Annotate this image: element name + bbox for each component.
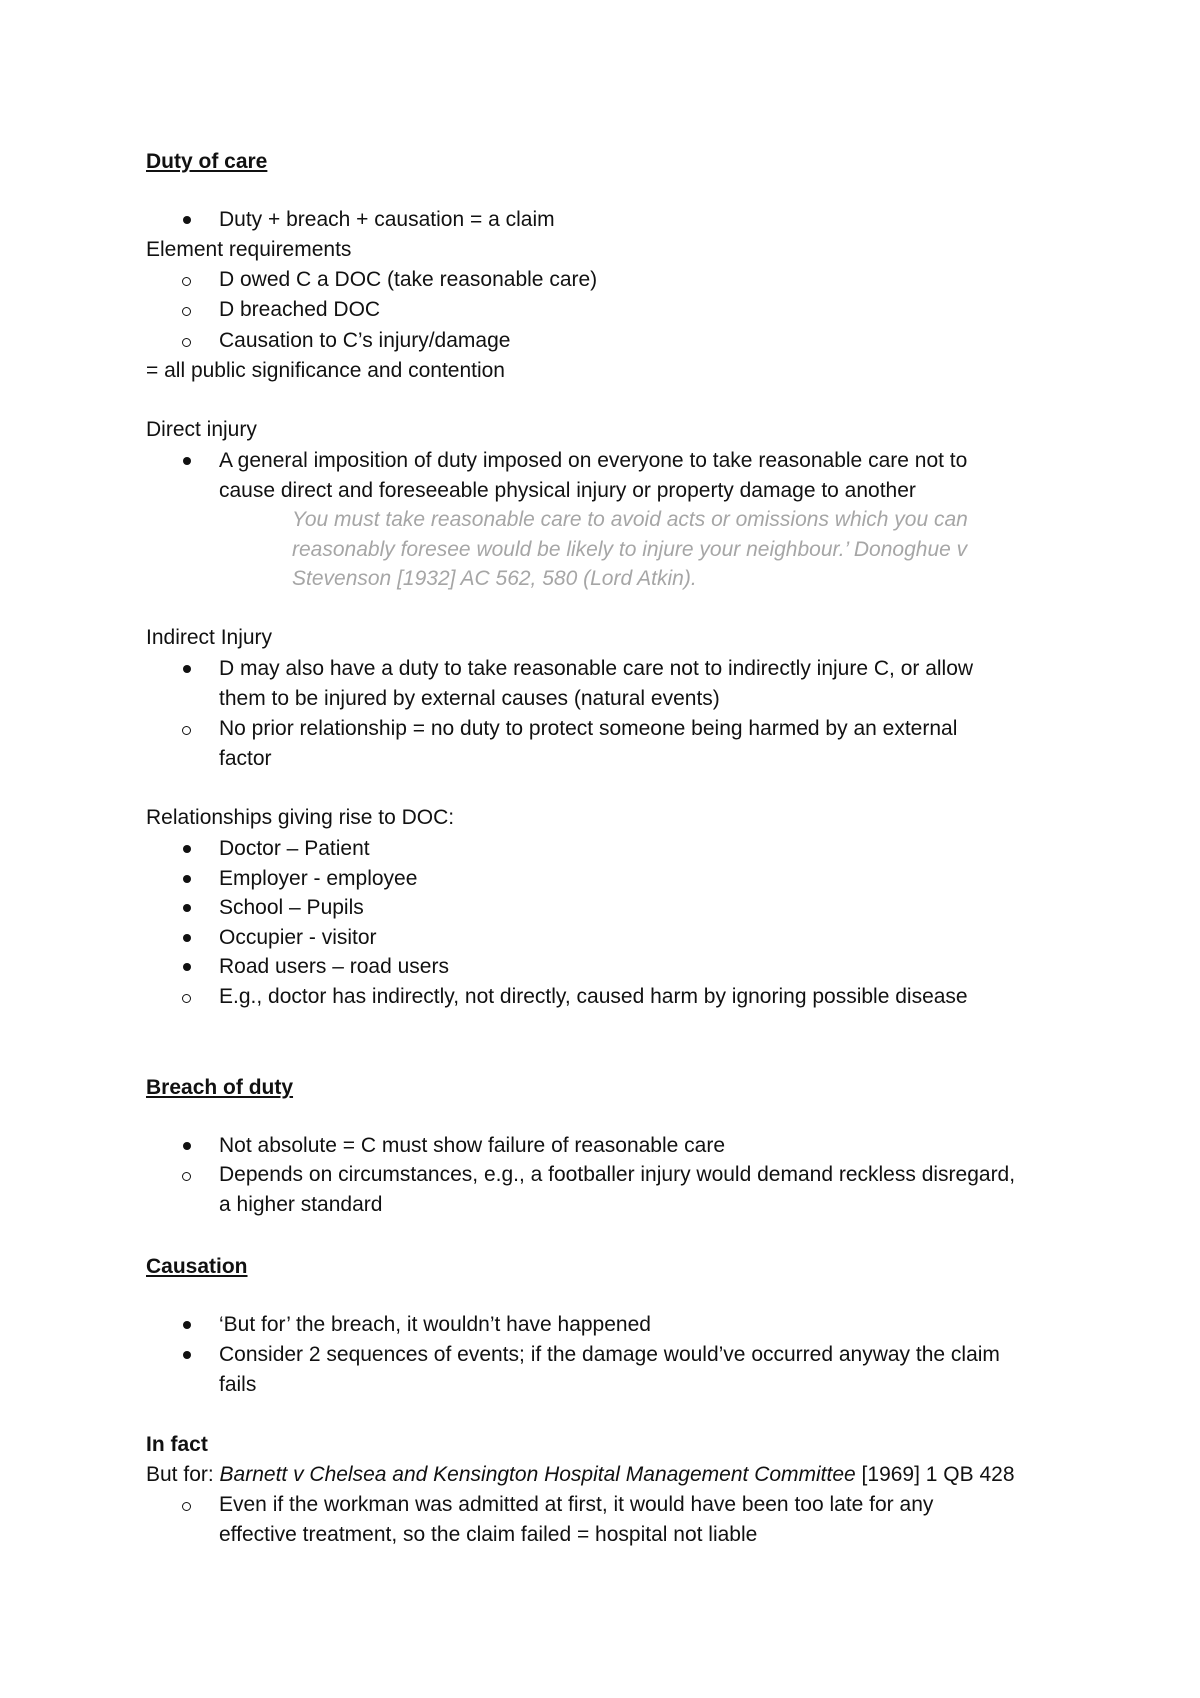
case-name: Barnett v Chelsea and Kensington Hospital Management Committee xyxy=(219,1463,856,1486)
indirect-injury-sub-line-2: factor xyxy=(219,747,272,770)
causation-bullet-1: ‘But for’ the breach, it wouldn’t have happened xyxy=(219,1313,651,1336)
duty-summary: = all public significance and contention xyxy=(146,359,505,382)
heading-breach-of-duty: Breach of duty xyxy=(146,1076,294,1099)
in-fact-sub-line-2: effective treatment, so the claim failed = hospital not liable xyxy=(219,1523,758,1546)
sub-bullet-icon xyxy=(182,994,191,1003)
but-for-label: But for: xyxy=(146,1463,220,1486)
bullet-icon xyxy=(183,875,191,883)
relationships-title: Relationships giving rise to DOC: xyxy=(146,806,455,829)
bullet-icon xyxy=(183,904,191,912)
requirement-2: D breached DOC xyxy=(219,298,381,321)
donoghue-quote-line-1: You must take reasonable care to avoid acts or omissions which you can xyxy=(292,508,968,531)
bullet-icon xyxy=(183,665,191,673)
bullet-icon xyxy=(183,845,191,853)
bullet-icon xyxy=(183,457,191,465)
causation-bullet-2-line-2: fails xyxy=(219,1373,257,1396)
donoghue-quote-line-3: Stevenson [1932] AC 562, 580 (Lord Atkin). xyxy=(292,567,697,590)
bullet-icon xyxy=(183,1142,191,1150)
bullet-icon xyxy=(183,963,191,971)
indirect-injury-bullet-line-2: them to be injured by external causes (natural events) xyxy=(219,687,720,710)
bullet-icon xyxy=(183,1321,191,1329)
relationship-item: Employer - employee xyxy=(219,867,418,890)
sub-bullet-icon xyxy=(182,1172,191,1181)
case-citation: [1969] 1 QB 428 xyxy=(855,1463,1015,1486)
relationship-item: Road users – road users xyxy=(219,955,449,978)
sub-bullet-icon xyxy=(182,726,191,735)
relationship-item: School – Pupils xyxy=(219,896,364,919)
indirect-injury-bullet-line-1: D may also have a duty to take reasonable care not to indirectly injure C, or allow xyxy=(219,657,974,680)
sub-bullet-icon xyxy=(182,277,191,286)
duty-bullet-1: Duty + breach + causation = a claim xyxy=(219,208,555,231)
breach-bullet: Not absolute = C must show failure of reasonable care xyxy=(219,1134,726,1157)
indirect-injury-sub-line-1: No prior relationship = no duty to protect someone being harmed by an external xyxy=(219,717,958,740)
requirement-3: Causation to C’s injury/damage xyxy=(219,329,511,352)
bullet-icon xyxy=(183,1351,191,1359)
donoghue-quote-line-2: reasonably foresee would be likely to injure your neighbour.’ Donoghue v xyxy=(292,538,968,561)
indirect-injury-title: Indirect Injury xyxy=(146,626,273,649)
breach-sub-line-2: a higher standard xyxy=(219,1193,383,1216)
direct-injury-title: Direct injury xyxy=(146,418,257,441)
direct-injury-bullet-line-1: A general imposition of duty imposed on everyone to take reasonable care not to xyxy=(219,449,968,472)
element-requirements-label: Element requirements xyxy=(146,238,352,261)
sub-bullet-icon xyxy=(182,338,191,347)
relationship-item: Occupier - visitor xyxy=(219,926,377,949)
relationship-item: Doctor – Patient xyxy=(219,837,370,860)
in-fact-sub-line-1: Even if the workman was admitted at first, it would have been too late for any xyxy=(219,1493,934,1516)
causation-bullet-2-line-1: Consider 2 sequences of events; if the damage would’ve occurred anyway the claim xyxy=(219,1343,1000,1366)
bullet-icon xyxy=(183,216,191,224)
heading-duty-of-care: Duty of care xyxy=(146,150,268,173)
bullet-icon xyxy=(183,934,191,942)
heading-causation: Causation xyxy=(146,1255,248,1278)
direct-injury-bullet-line-2: cause direct and foreseeable physical injury or property damage to another xyxy=(219,479,916,502)
requirement-1: D owed C a DOC (take reasonable care) xyxy=(219,268,598,291)
breach-sub-line-1: Depends on circumstances, e.g., a footballer injury would demand reckless disregard, xyxy=(219,1163,1016,1186)
relationship-example: E.g., doctor has indirectly, not directly, caused harm by ignoring possible disease xyxy=(219,985,968,1008)
in-fact-title: In fact xyxy=(146,1433,208,1456)
sub-bullet-icon xyxy=(182,1502,191,1511)
sub-bullet-icon xyxy=(182,307,191,316)
but-for-case-line xyxy=(146,1460,1015,1490)
